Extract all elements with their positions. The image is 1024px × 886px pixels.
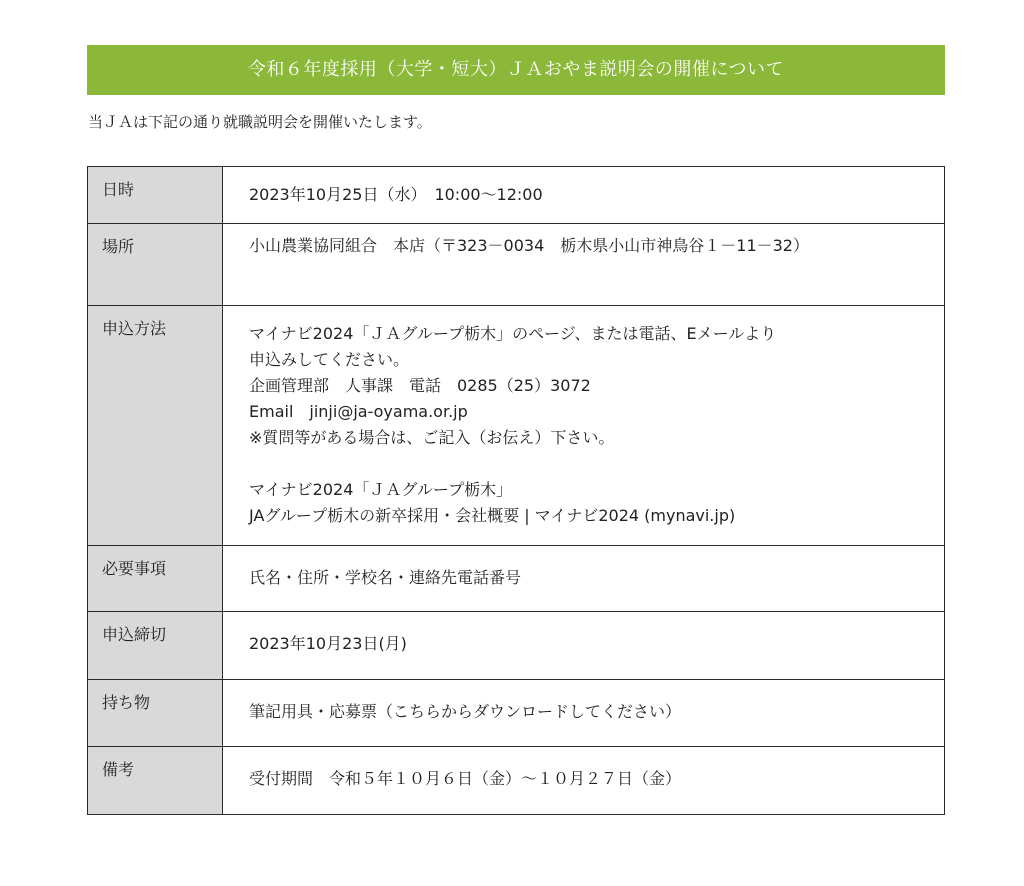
page-title: 令和６年度採用（大学・短大）ＪＡおやま説明会の開催について <box>87 45 945 95</box>
apply-note-line: ※質問等がある場合は、ご記入（お伝え）下さい。 <box>249 428 615 447</box>
row-value-deadline: 2023年10月23日(月) <box>223 612 945 680</box>
mynavi-link[interactable]: JAグループ栃木の新卒採用・会社概要 | マイナビ2024 (mynavi.jp) <box>249 506 736 525</box>
table-row-datetime <box>88 167 945 224</box>
intro-text: 当ＪＡは下記の通り就職説明会を開催いたします。 <box>88 113 432 131</box>
info-table <box>87 166 945 815</box>
table-row-place <box>88 224 945 306</box>
table-row-items <box>88 680 945 747</box>
apply-mynavi-heading: マイナビ2024「ＪＡグループ栃木」 <box>249 480 513 499</box>
row-value-place-cell <box>223 224 945 306</box>
row-label-items: 持ち物 <box>88 680 223 747</box>
row-label-place: 場所 <box>88 224 223 306</box>
row-label-notes: 備考 <box>88 747 223 815</box>
apply-phone-line: 企画管理部 人事課 電話 0285（25）3072 <box>249 376 591 395</box>
row-label-required: 必要事項 <box>88 546 223 612</box>
row-label-deadline: 申込締切 <box>88 612 223 680</box>
row-value-items: 筆記用具・応募票（こちらからダウンロードしてください） <box>223 680 945 747</box>
apply-spacer <box>249 451 944 477</box>
apply-line-2: 申込みしてください。 <box>249 350 410 369</box>
table-row-apply <box>88 306 945 546</box>
table-row-required <box>88 546 945 612</box>
row-value-datetime: 2023年10月25日（水） 10:00～12:00 <box>223 167 945 224</box>
table-row-notes <box>88 747 945 815</box>
row-value-notes: 受付期間 令和５年１０月６日（金）～１０月２７日（金） <box>223 747 945 815</box>
apply-email-line: Email jinji@ja-oyama.or.jp <box>249 402 468 421</box>
apply-line-1: マイナビ2024「ＪＡグループ栃木」のページ、または電話、Eメールより <box>249 324 777 343</box>
row-value-required: 氏名・住所・学校名・連絡先電話番号 <box>223 546 945 612</box>
row-label-apply: 申込方法 <box>88 306 223 546</box>
row-value-place: 小山農業協同組合 本店（〒323－0034 栃木県小山市神鳥谷１－11－32） <box>249 236 809 255</box>
row-label-datetime: 日時 <box>88 167 223 224</box>
row-value-apply <box>223 306 945 546</box>
table-row-deadline <box>88 612 945 680</box>
